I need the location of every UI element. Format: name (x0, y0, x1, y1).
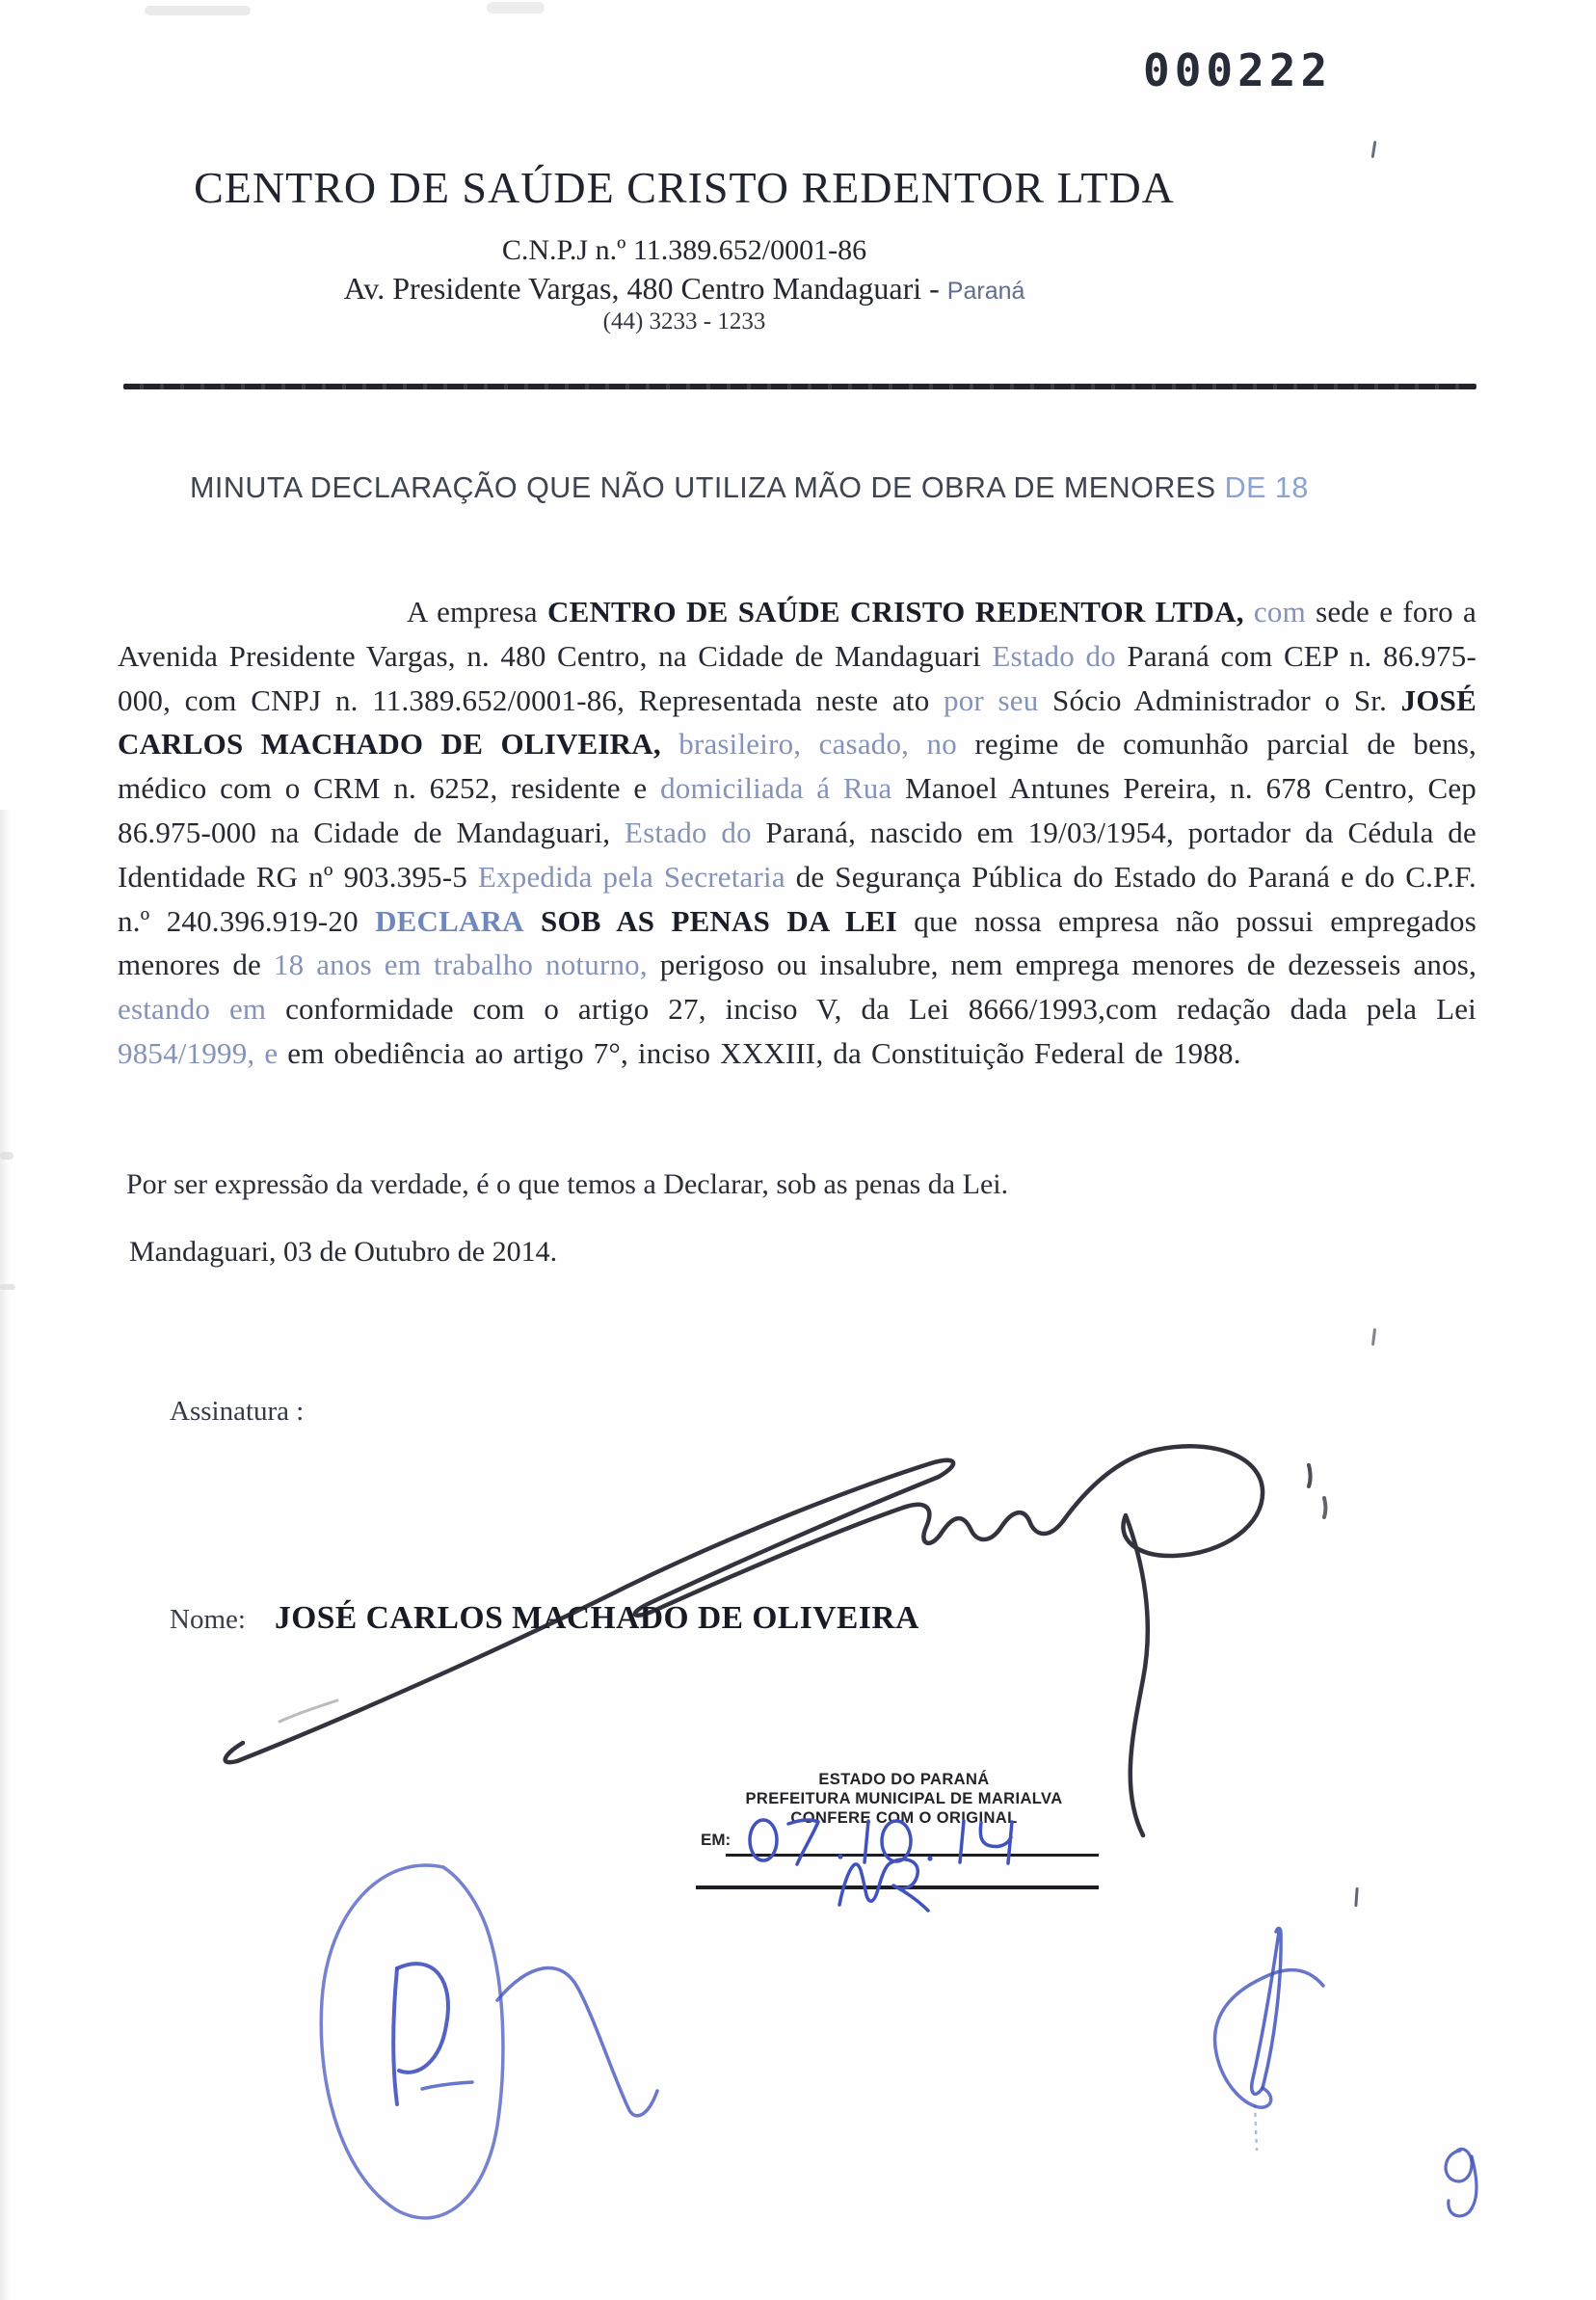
scan-artifact-smudge (487, 2, 545, 13)
scan-artifact-smudge (0, 1284, 15, 1290)
cnpj-line: C.N.P.J n.º 11.389.652/0001-86 (501, 234, 867, 266)
scan-artifact-edge (0, 810, 10, 2300)
scan-artifact-smudge (0, 1152, 13, 1160)
paragraph-segment (524, 904, 541, 938)
stamp-line-1: ESTADO DO PARANÁ (818, 1771, 990, 1788)
scan-artifact-tick (1371, 1328, 1376, 1346)
closing-line: Por ser expressão da verdade, é o que temos a Declarar, sob as penas da Lei. (126, 1168, 1009, 1200)
paragraph-segment: que nossa empresa não possui empregados menores de (118, 903, 1477, 982)
address-state: Paraná (946, 278, 1025, 305)
paragraph-segment: Estado do (992, 638, 1116, 673)
stamp-em-label: EM: (701, 1831, 732, 1849)
signature-label: Assinatura : (170, 1396, 305, 1427)
paragraph-segment: 18 anos em (273, 948, 422, 982)
paragraph-segment: por seu (944, 682, 1039, 717)
date-line: Mandaguari, 03 de Outubro de 2014. (129, 1236, 558, 1268)
paragraph-segment: trabalho noturno, (433, 948, 648, 982)
blue-flourish-ink (1195, 1918, 1349, 2159)
letterhead (135, 162, 1234, 335)
paragraph-segment: regime de comunhão parcial de bens, médico com o CRM n. 6252, residente e (118, 727, 1476, 806)
stamp-line-3: CONFERE COM O ORIGINAL (790, 1809, 1018, 1827)
paragraph-segment: Estado do (625, 815, 752, 849)
paragraph-segment: conformidade com o artigo 27, inciso V, da Lei 8666/1993,com redação dada pela Lei (266, 992, 1476, 1027)
paragraph-segment: DECLARA (375, 903, 524, 938)
scan-artifact-tick (1371, 141, 1377, 158)
paragraph-segment: SOB AS PENAS DA LEI (541, 903, 898, 938)
paragraph-segment: domiciliada á Rua (660, 771, 892, 806)
paragraph-segment (1244, 595, 1254, 628)
paragraph-segment: perigoso ou insalubre, nem emprega menores de dezesseis anos, (647, 948, 1477, 982)
paragraph-segment: estando em (118, 992, 267, 1027)
paragraph-segment: CENTRO DE SAÚDE CRISTO REDENTOR LTDA, (546, 595, 1244, 628)
paragraph-segment (421, 948, 434, 981)
address-line (135, 271, 1234, 307)
document-title (190, 471, 1309, 505)
document-title-main: MINUTA DECLARAÇÃO QUE NÃO UTILIZA MÃO DE OBRA DE MENORES (190, 471, 1225, 504)
blue-scribble-ink (289, 1846, 694, 2232)
name-value: JOSÉ CARLOS MACHADO DE OLIVEIRA (274, 1600, 919, 1636)
header-divider-rule (123, 384, 1476, 389)
paragraph-segment: com (1253, 595, 1306, 628)
document-title-faded: DE 18 (1224, 471, 1309, 504)
paragraph-segment: sede e foro a Avenida Presidente Vargas, n. 480 Centro, na Cidade de Mandaguari (118, 595, 1476, 673)
stamp-line-2: PREFEITURA MUNICIPAL DE MARIALVA (745, 1790, 1063, 1807)
declaration-paragraph (118, 590, 1476, 1076)
blue-mark-ink (1431, 2126, 1499, 2222)
paragraph-segment: de Segurança Pública do Estado do Paraná e do C.P.F. n.º 240.396.919-20 (118, 859, 1476, 938)
address-text: Av. Presidente Vargas, 480 Centro Mandaguari - (343, 271, 947, 306)
paragraph-segment: 9854/1999, e (118, 1035, 279, 1070)
paragraph-segment (661, 727, 678, 761)
page-number: 000222 (1143, 44, 1333, 96)
paragraph-segment: Paraná, nascido em 19/03/1954, portador da Cédula de Identidade RG nº 903.395-5 (118, 815, 1476, 894)
scan-artifact-tick (1354, 1887, 1358, 1907)
company-name: CENTRO DE SAÚDE CRISTO REDENTOR LTDA (194, 163, 1175, 212)
paragraph-segment: Manoel Antunes Pereira, n. 678 Centro, Cep 86.975-000 na Cidade de Mandaguari, (118, 771, 1476, 849)
paragraph-segment: Paraná com CEP n. 86.975-000, com CNPJ n. 11.389.652/0001-86, Representada neste ato (118, 638, 1476, 717)
paragraph-segment: Sócio Administrador o Sr. (1038, 682, 1401, 717)
stamp-initials-ink (834, 1849, 940, 1918)
paragraph-segment: Expedida pela Secretaria (477, 859, 785, 894)
paragraph-segment: em obediência ao artigo 7°, inciso XXXIII, da Constituição Federal de 1988. (278, 1035, 1241, 1070)
paragraph-segment: A empresa (407, 595, 547, 628)
paragraph-segment: brasileiro, casado, no (678, 727, 957, 762)
scan-artifact-smudge (145, 6, 251, 15)
name-label: Nome: (170, 1604, 246, 1635)
phone-line: (44) 3233 - 1233 (602, 308, 766, 334)
paragraph-segment: JOSÉ CARLOS MACHADO DE OLIVEIRA, (118, 682, 1476, 762)
